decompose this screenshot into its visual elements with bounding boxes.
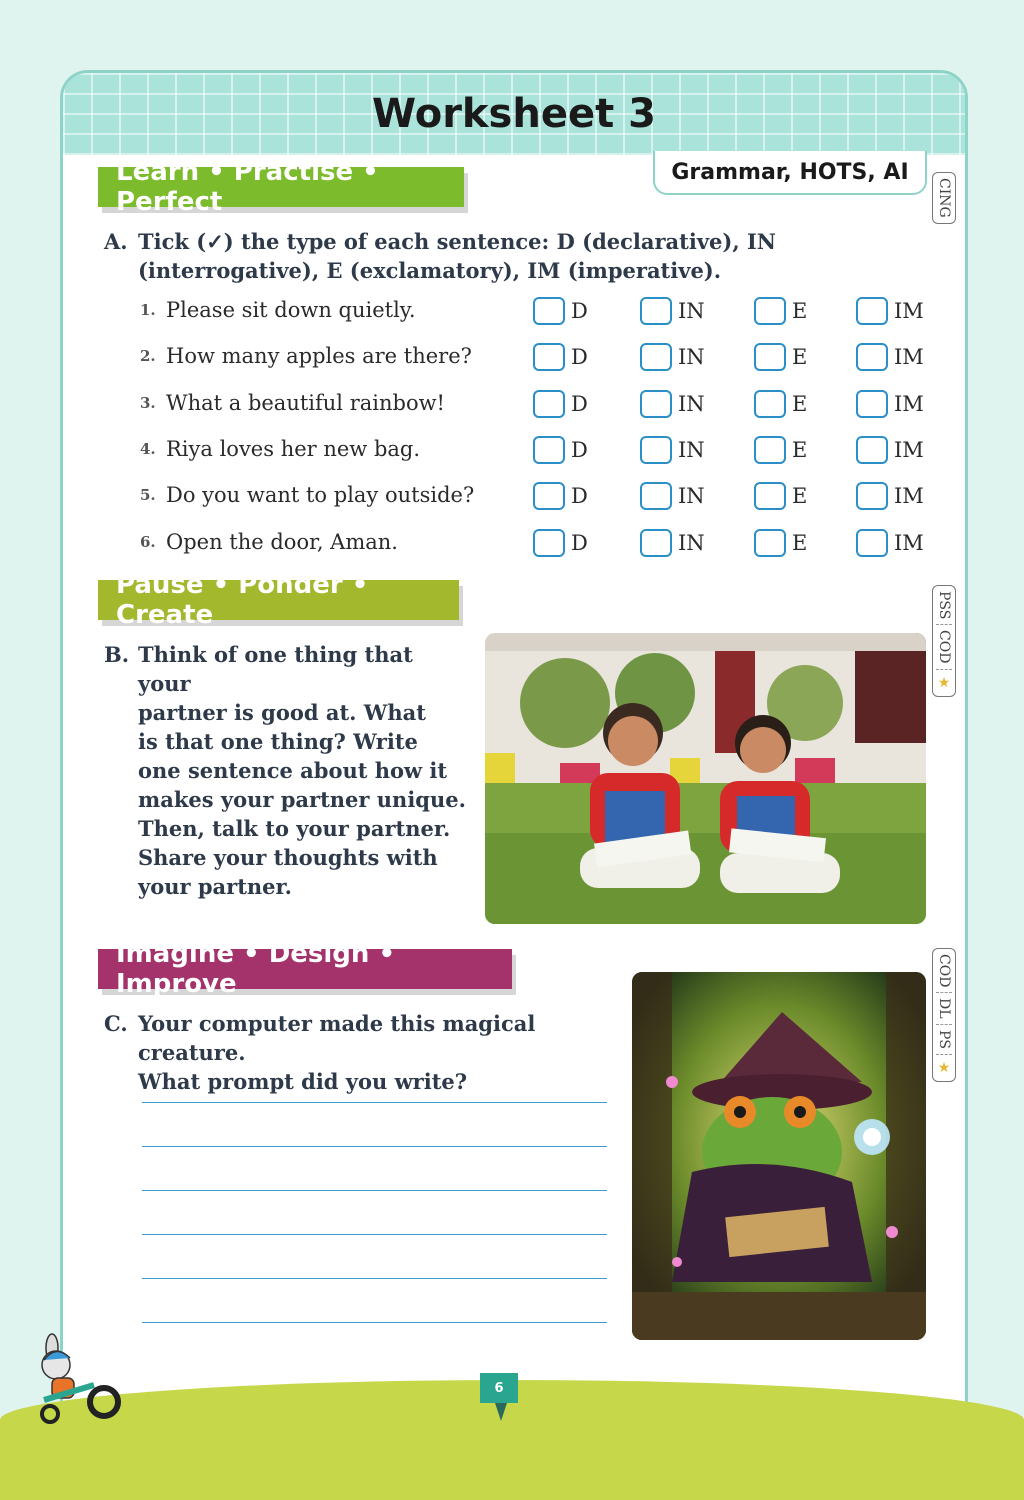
star-icon: ★ [936, 1059, 952, 1076]
tick-checkbox[interactable] [533, 343, 565, 371]
option-label: D [571, 391, 588, 416]
option-label: E [792, 345, 808, 370]
side-tag-b [932, 585, 956, 697]
answer-line[interactable] [142, 1146, 607, 1147]
option-label: IM [894, 437, 924, 462]
tick-checkbox[interactable] [754, 482, 786, 510]
option-im [856, 390, 924, 418]
tick-checkbox[interactable] [640, 436, 672, 464]
prompt-line: partner is good at. What [138, 700, 426, 725]
option-label: IN [678, 484, 705, 509]
option-d [533, 436, 588, 464]
option-label: E [792, 299, 808, 323]
sentence-number: 5. [140, 486, 156, 505]
option-in [640, 529, 705, 557]
option-label: IM [894, 299, 924, 323]
option-d [533, 529, 588, 557]
option-label: IN [678, 299, 705, 323]
prompt-line: one sentence about how it [138, 758, 448, 783]
page-pointer-icon [495, 1403, 507, 1421]
answer-line[interactable] [142, 1234, 607, 1235]
option-e [754, 436, 807, 464]
tick-checkbox[interactable] [754, 297, 786, 325]
section-c-banner: Imagine • Design • Improve [98, 949, 512, 989]
section-a-instruction [104, 227, 928, 285]
page-number: 6 [480, 1373, 518, 1403]
tick-checkbox[interactable] [533, 390, 565, 418]
children-reading-photo [485, 633, 926, 924]
sentence-number: 1. [140, 301, 156, 319]
tick-checkbox[interactable] [640, 343, 672, 371]
option-in [640, 482, 705, 510]
tick-checkbox[interactable] [754, 529, 786, 557]
option-label: D [571, 484, 588, 509]
option-label: IN [678, 530, 705, 555]
option-d [533, 297, 588, 325]
option-in [640, 390, 705, 418]
sentence-text: How many apples are there? [166, 344, 472, 369]
option-label: D [571, 345, 588, 370]
answer-line[interactable] [142, 1322, 607, 1323]
page-title: Worksheet 3 [372, 91, 656, 137]
option-d [533, 482, 588, 510]
tick-checkbox[interactable] [533, 529, 565, 557]
tick-checkbox[interactable] [856, 297, 888, 325]
option-label: IM [894, 530, 924, 555]
option-label: E [792, 484, 808, 509]
option-im [856, 436, 924, 464]
sentence-number: 2. [140, 347, 156, 366]
option-d [533, 390, 588, 418]
instruction-text: Tick (✓) the type of each sentence: D (declarative), IN (interrogative), E (exclamatory), IM (imperative). [138, 229, 776, 283]
sentence-text: Please sit down quietly. [166, 298, 416, 322]
option-d [533, 343, 588, 371]
tick-checkbox[interactable] [754, 390, 786, 418]
option-label: D [571, 437, 588, 462]
side-tag-c [932, 948, 956, 1082]
answer-line[interactable] [142, 1190, 607, 1191]
tick-checkbox[interactable] [856, 482, 888, 510]
option-label: IM [894, 391, 924, 416]
prompt-line: Think of one thing that your [138, 642, 413, 696]
prompt-line: What prompt did you write? [138, 1069, 468, 1094]
option-im [856, 343, 924, 371]
option-e [754, 297, 807, 325]
tick-checkbox[interactable] [754, 436, 786, 464]
question-letter: B. [104, 642, 130, 667]
option-label: E [792, 530, 808, 555]
prompt-line: Then, talk to your partner. [138, 816, 451, 841]
side-tag-label: COD [936, 625, 952, 669]
star-icon: ★ [936, 674, 952, 691]
option-e [754, 482, 807, 510]
side-tag-label: PS [936, 1025, 952, 1055]
answer-line[interactable] [142, 1102, 607, 1103]
option-label: D [571, 299, 588, 323]
option-label: D [571, 530, 588, 555]
option-in [640, 436, 705, 464]
option-im [856, 297, 924, 325]
tick-checkbox[interactable] [856, 436, 888, 464]
tick-checkbox[interactable] [533, 436, 565, 464]
prompt-line: Your computer made this magical creature. [138, 1011, 536, 1065]
sentence-number: 3. [140, 393, 156, 412]
side-tag-a [932, 172, 956, 224]
tick-checkbox[interactable] [533, 482, 565, 510]
option-e [754, 529, 807, 557]
option-label: IN [678, 437, 705, 462]
tick-checkbox[interactable] [640, 297, 672, 325]
option-im [856, 529, 924, 557]
tick-checkbox[interactable] [640, 390, 672, 418]
option-e [754, 343, 807, 371]
bunny-tricycle-icon [24, 1330, 124, 1425]
tick-checkbox[interactable] [533, 297, 565, 325]
sentence-number: 6. [140, 532, 156, 551]
tick-checkbox[interactable] [640, 529, 672, 557]
frog-wizard-image [632, 972, 926, 1340]
tick-checkbox[interactable] [856, 390, 888, 418]
tick-checkbox[interactable] [856, 343, 888, 371]
option-e [754, 390, 807, 418]
side-tag-label: DL [936, 993, 952, 1025]
option-in [640, 343, 705, 371]
prompt-line: your partner. [138, 874, 292, 899]
sentence-text: Do you want to play outside? [166, 483, 475, 508]
option-in [640, 297, 705, 325]
question-letter: C. [104, 1011, 128, 1036]
tick-checkbox[interactable] [640, 482, 672, 510]
sentence-text: What a beautiful rainbow! [166, 390, 445, 415]
sentence-text: Riya loves her new bag. [166, 436, 421, 461]
option-label: E [792, 391, 808, 416]
option-label: IN [678, 345, 705, 370]
option-im [856, 482, 924, 510]
tick-checkbox[interactable] [754, 343, 786, 371]
option-label: IN [678, 391, 705, 416]
section-a-banner: Learn • Practise • Perfect [98, 167, 464, 207]
section-c-prompt [104, 1009, 618, 1096]
answer-line[interactable] [142, 1278, 607, 1279]
section-b-banner: Pause • Ponder • Create [98, 580, 459, 620]
sentence-text: Open the door, Aman. [166, 529, 398, 554]
topic-tag: Grammar, HOTS, AI [653, 151, 927, 195]
prompt-line: makes your partner unique. [138, 787, 466, 812]
side-tag-label: COD [936, 949, 952, 993]
prompt-line: Share your thoughts with [138, 845, 438, 870]
prompt-line: is that one thing? Write [138, 729, 418, 754]
question-letter: A. [104, 229, 128, 254]
tick-checkbox[interactable] [856, 529, 888, 557]
sentence-number: 4. [140, 439, 156, 458]
side-tag-label: PSS [936, 586, 952, 625]
option-label: IM [894, 484, 924, 509]
side-tag-label: CING [936, 178, 952, 218]
section-b-prompt [104, 640, 468, 901]
option-label: E [792, 437, 808, 462]
option-label: IM [894, 345, 924, 370]
